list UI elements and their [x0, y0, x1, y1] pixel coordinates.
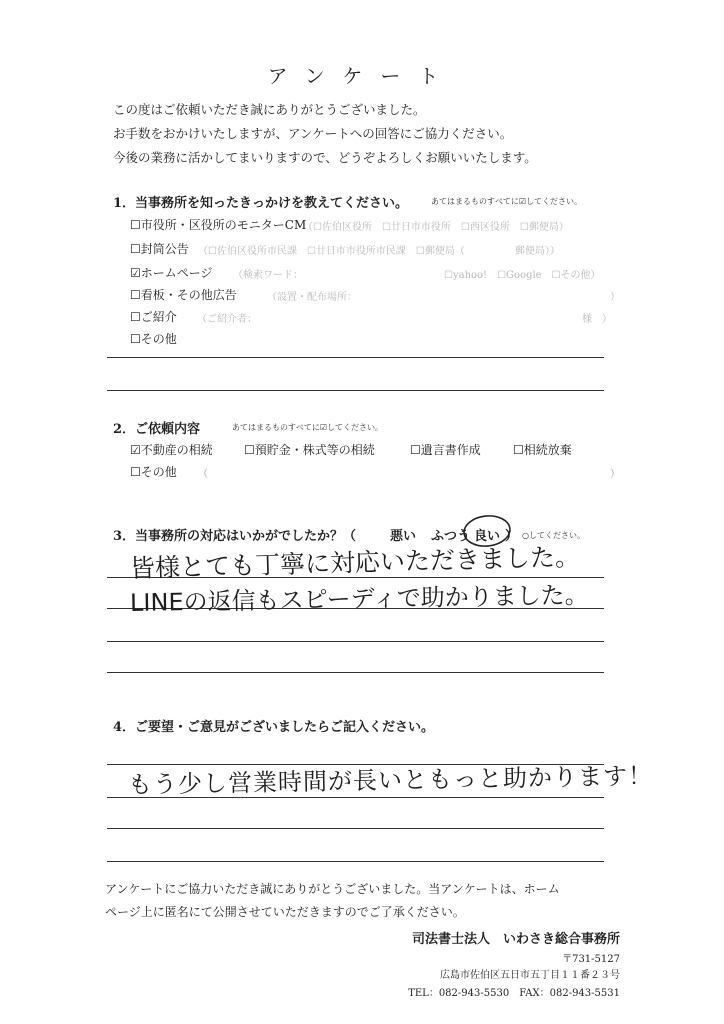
- checkbox[interactable]: ☐: [244, 443, 255, 457]
- q3-choice-good[interactable]: 良い: [474, 529, 501, 544]
- option-label: ご紹介: [140, 310, 177, 324]
- q3-choice-normal[interactable]: ふつう: [431, 529, 471, 544]
- office-address: 広島市佐伯区五日市五丁目１１番２３号: [440, 970, 620, 981]
- hand-drawn-circle-icon: [463, 514, 512, 549]
- q2-other-open: （: [198, 469, 208, 480]
- q1-search-word: （検索ワード：: [233, 270, 303, 281]
- option-label: その他: [140, 332, 177, 346]
- option-label: 預貯金・株式等の相続: [254, 443, 375, 457]
- q4-heading: 4．ご要望・ご意見がございましたらご記入ください。: [113, 720, 435, 735]
- q1-option-envelope-detail: （☐佐伯区役所市民課 ☐廿日市市役所市民課 ☐郵便局（ 郵便局））: [198, 246, 560, 257]
- q1-signboard-place: （設置・配布場所：: [267, 292, 357, 303]
- checkbox[interactable]: ☐: [410, 443, 421, 457]
- q4-handwritten-answer: もう少し営業時間が長いともっと助かります！: [127, 761, 654, 799]
- q2-heading: 2．ご依頼内容: [113, 422, 201, 437]
- option-label: 相続放棄: [523, 443, 572, 457]
- intro-line: この度はご依頼いただき誠にありがとうございました。: [113, 102, 426, 117]
- office-contact: TEL：082-943-5530 FAX：082-943-5531: [408, 988, 620, 999]
- q3-handwritten-answer: LINEの返信もスピーディで助かりました。: [129, 580, 589, 617]
- q1-referrer-close: 様 ）: [582, 314, 612, 325]
- office-postal: 〒731-5127: [562, 954, 620, 965]
- option-label: 不動産の相続: [140, 443, 213, 457]
- footer-thanks: ページ上に匿名にて公開させていただきますのでご了承ください。: [105, 905, 465, 919]
- checkbox[interactable]: ☐: [130, 218, 141, 232]
- office-name: 司法書士法人 いわさき総合事務所: [411, 932, 620, 947]
- q3-handwritten-answer: 皆様とても丁寧に対応いただきました。: [129, 542, 581, 583]
- checkbox[interactable]: ☐: [130, 242, 141, 256]
- q1-heading: 1．当事務所を知ったきっかけを教えてください。: [113, 196, 409, 211]
- q3-note: ○してください。: [522, 531, 585, 540]
- option-label: その他: [140, 465, 177, 479]
- q1-note: あてはまるものすべてに☑してください。: [431, 197, 583, 206]
- option-label: ホームページ: [140, 266, 213, 280]
- q1-option-tv-detail: （☐佐伯区役所 ☐廿日市市役所 ☐西区役所 ☐郵便局）: [303, 222, 569, 233]
- checkbox[interactable]: ☐: [130, 310, 141, 324]
- checkbox-checked[interactable]: ☑: [130, 443, 141, 457]
- checkbox[interactable]: ☐: [513, 443, 524, 457]
- q2-note: あてはまるものすべてに☑してください。: [232, 423, 384, 432]
- q3-heading: 3．当事務所の対応はいかがでしたか？（: [113, 529, 357, 544]
- checkbox[interactable]: ☐: [130, 288, 141, 302]
- checkbox[interactable]: ☐: [130, 465, 141, 479]
- checkbox-checked[interactable]: ☑: [130, 266, 141, 280]
- q2-other-close: ）: [610, 469, 620, 480]
- option-label: 遺言書作成: [420, 443, 481, 457]
- q1-referrer: （ご紹介者：: [197, 314, 257, 325]
- page-title: アンケート: [267, 64, 457, 88]
- q1-search-engines: ☐yahoo! ☐Google ☐その他）: [444, 270, 601, 281]
- option-label: 封筒公告: [140, 242, 189, 256]
- option-label: 看板・その他広告: [140, 288, 237, 302]
- checkbox[interactable]: ☐: [130, 332, 141, 346]
- option-label: 市役所・区役所のモニターCM: [140, 218, 307, 232]
- q1-signboard-close: ）: [610, 292, 620, 303]
- q3-close: ）: [505, 529, 519, 544]
- footer-thanks: アンケートにご協力いただき誠にありがとうございました。当アンケートは、ホーム: [105, 882, 560, 896]
- q3-choice-bad[interactable]: 悪い: [390, 529, 417, 544]
- intro-line: お手数をおかけいたしますが、アンケートへの回答にご協力ください。: [113, 126, 513, 141]
- intro-line: 今後の業務に活かしてまいりますので、どうぞよろしくお願いいたします。: [113, 150, 537, 165]
